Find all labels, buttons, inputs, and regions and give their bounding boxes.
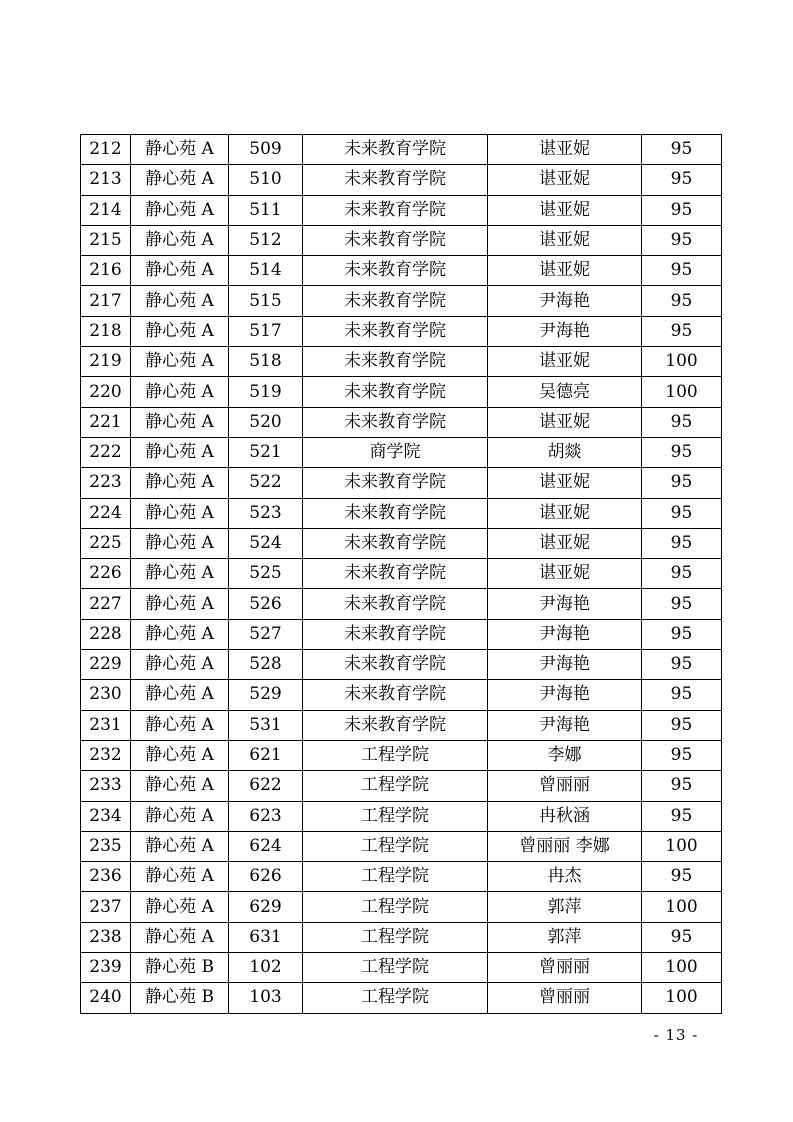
cell-person: 曾丽丽 xyxy=(488,953,642,983)
cell-room: 520 xyxy=(229,407,303,437)
cell-score: 95 xyxy=(642,286,722,316)
cell-score: 95 xyxy=(642,165,722,195)
cell-college: 工程学院 xyxy=(303,862,488,892)
cell-person: 冉秋涵 xyxy=(488,801,642,831)
table-row xyxy=(81,619,722,649)
cell-room: 511 xyxy=(229,195,303,225)
cell-building: 静心苑 A xyxy=(131,862,229,892)
cell-score: 95 xyxy=(642,225,722,255)
cell-room: 526 xyxy=(229,589,303,619)
cell-score: 100 xyxy=(642,347,722,377)
cell-person: 胡燚 xyxy=(488,437,642,467)
cell-score: 95 xyxy=(642,559,722,589)
cell-number: 236 xyxy=(81,862,131,892)
cell-score: 95 xyxy=(642,922,722,952)
cell-number: 229 xyxy=(81,650,131,680)
cell-person: 郭萍 xyxy=(488,892,642,922)
cell-number: 240 xyxy=(81,983,131,1013)
cell-college: 工程学院 xyxy=(303,801,488,831)
cell-building: 静心苑 A xyxy=(131,740,229,770)
table-row xyxy=(81,347,722,377)
cell-college: 未来教育学院 xyxy=(303,377,488,407)
cell-person: 冉杰 xyxy=(488,862,642,892)
cell-score: 95 xyxy=(642,771,722,801)
cell-number: 231 xyxy=(81,710,131,740)
cell-person: 谌亚妮 xyxy=(488,135,642,165)
cell-college: 未来教育学院 xyxy=(303,225,488,255)
cell-room: 621 xyxy=(229,740,303,770)
cell-building: 静心苑 A xyxy=(131,256,229,286)
cell-college: 未来教育学院 xyxy=(303,528,488,558)
cell-person: 尹海艳 xyxy=(488,650,642,680)
table-row xyxy=(81,468,722,498)
cell-score: 95 xyxy=(642,862,722,892)
cell-score: 95 xyxy=(642,589,722,619)
cell-score: 100 xyxy=(642,983,722,1013)
cell-college: 未来教育学院 xyxy=(303,135,488,165)
cell-room: 518 xyxy=(229,347,303,377)
cell-college: 工程学院 xyxy=(303,831,488,861)
table-row xyxy=(81,771,722,801)
cell-score: 95 xyxy=(642,468,722,498)
cell-score: 95 xyxy=(642,619,722,649)
cell-college: 未来教育学院 xyxy=(303,710,488,740)
cell-number: 232 xyxy=(81,740,131,770)
table-row xyxy=(81,710,722,740)
cell-person: 谌亚妮 xyxy=(488,528,642,558)
cell-number: 219 xyxy=(81,347,131,377)
cell-room: 626 xyxy=(229,862,303,892)
cell-college: 未来教育学院 xyxy=(303,498,488,528)
table-row xyxy=(81,862,722,892)
page-number: - 13 - xyxy=(653,1026,699,1044)
cell-room: 102 xyxy=(229,953,303,983)
cell-building: 静心苑 A xyxy=(131,650,229,680)
cell-building: 静心苑 A xyxy=(131,831,229,861)
cell-building: 静心苑 A xyxy=(131,589,229,619)
table-row xyxy=(81,135,722,165)
cell-person: 谌亚妮 xyxy=(488,347,642,377)
cell-score: 95 xyxy=(642,195,722,225)
cell-room: 509 xyxy=(229,135,303,165)
table-row xyxy=(81,165,722,195)
cell-number: 221 xyxy=(81,407,131,437)
cell-building: 静心苑 A xyxy=(131,528,229,558)
table-row xyxy=(81,377,722,407)
cell-building: 静心苑 A xyxy=(131,347,229,377)
cell-number: 233 xyxy=(81,771,131,801)
cell-college: 未来教育学院 xyxy=(303,195,488,225)
cell-room: 525 xyxy=(229,559,303,589)
cell-building: 静心苑 A xyxy=(131,710,229,740)
cell-person: 尹海艳 xyxy=(488,316,642,346)
cell-room: 527 xyxy=(229,619,303,649)
table-row xyxy=(81,953,722,983)
cell-college: 未来教育学院 xyxy=(303,347,488,377)
cell-room: 519 xyxy=(229,377,303,407)
cell-college: 商学院 xyxy=(303,437,488,467)
cell-score: 95 xyxy=(642,740,722,770)
cell-person: 谌亚妮 xyxy=(488,559,642,589)
cell-number: 228 xyxy=(81,619,131,649)
table-row xyxy=(81,316,722,346)
cell-score: 95 xyxy=(642,498,722,528)
cell-person: 曾丽丽 xyxy=(488,771,642,801)
cell-room: 529 xyxy=(229,680,303,710)
cell-room: 517 xyxy=(229,316,303,346)
cell-building: 静心苑 A xyxy=(131,135,229,165)
cell-room: 524 xyxy=(229,528,303,558)
cell-building: 静心苑 A xyxy=(131,316,229,346)
cell-score: 100 xyxy=(642,831,722,861)
cell-number: 218 xyxy=(81,316,131,346)
cell-number: 212 xyxy=(81,135,131,165)
cell-person: 谌亚妮 xyxy=(488,195,642,225)
cell-person: 谌亚妮 xyxy=(488,468,642,498)
cell-number: 224 xyxy=(81,498,131,528)
cell-score: 95 xyxy=(642,801,722,831)
cell-building: 静心苑 A xyxy=(131,407,229,437)
cell-number: 215 xyxy=(81,225,131,255)
cell-person: 李娜 xyxy=(488,740,642,770)
cell-building: 静心苑 B xyxy=(131,983,229,1013)
cell-building: 静心苑 A xyxy=(131,559,229,589)
cell-person: 郭萍 xyxy=(488,922,642,952)
cell-room: 103 xyxy=(229,983,303,1013)
cell-building: 静心苑 A xyxy=(131,286,229,316)
cell-room: 528 xyxy=(229,650,303,680)
cell-person: 谌亚妮 xyxy=(488,165,642,195)
cell-college: 工程学院 xyxy=(303,892,488,922)
cell-score: 95 xyxy=(642,407,722,437)
table-row xyxy=(81,680,722,710)
cell-building: 静心苑 A xyxy=(131,892,229,922)
cell-college: 未来教育学院 xyxy=(303,165,488,195)
cell-number: 225 xyxy=(81,528,131,558)
table-row xyxy=(81,407,722,437)
cell-building: 静心苑 A xyxy=(131,771,229,801)
cell-building: 静心苑 A xyxy=(131,437,229,467)
cell-college: 工程学院 xyxy=(303,983,488,1013)
cell-building: 静心苑 A xyxy=(131,195,229,225)
cell-person: 尹海艳 xyxy=(488,619,642,649)
cell-college: 未来教育学院 xyxy=(303,559,488,589)
cell-number: 216 xyxy=(81,256,131,286)
cell-college: 工程学院 xyxy=(303,922,488,952)
cell-building: 静心苑 A xyxy=(131,165,229,195)
cell-score: 95 xyxy=(642,256,722,286)
cell-building: 静心苑 A xyxy=(131,498,229,528)
cell-number: 227 xyxy=(81,589,131,619)
table-row xyxy=(81,650,722,680)
cell-building: 静心苑 A xyxy=(131,680,229,710)
cell-room: 631 xyxy=(229,922,303,952)
cell-score: 95 xyxy=(642,316,722,346)
cell-number: 235 xyxy=(81,831,131,861)
cell-person: 吴德亮 xyxy=(488,377,642,407)
cell-room: 623 xyxy=(229,801,303,831)
cell-number: 226 xyxy=(81,559,131,589)
cell-college: 工程学院 xyxy=(303,771,488,801)
table-row xyxy=(81,922,722,952)
cell-building: 静心苑 A xyxy=(131,468,229,498)
table-row xyxy=(81,195,722,225)
cell-room: 514 xyxy=(229,256,303,286)
cell-college: 未来教育学院 xyxy=(303,407,488,437)
table-row xyxy=(81,589,722,619)
cell-score: 95 xyxy=(642,437,722,467)
cell-college: 未来教育学院 xyxy=(303,650,488,680)
cell-room: 523 xyxy=(229,498,303,528)
cell-score: 95 xyxy=(642,710,722,740)
cell-person: 尹海艳 xyxy=(488,286,642,316)
cell-building: 静心苑 A xyxy=(131,225,229,255)
table-row xyxy=(81,559,722,589)
cell-building: 静心苑 B xyxy=(131,953,229,983)
cell-score: 95 xyxy=(642,135,722,165)
cell-building: 静心苑 A xyxy=(131,619,229,649)
cell-room: 512 xyxy=(229,225,303,255)
cell-number: 214 xyxy=(81,195,131,225)
cell-college: 未来教育学院 xyxy=(303,286,488,316)
cell-score: 100 xyxy=(642,892,722,922)
cell-room: 622 xyxy=(229,771,303,801)
table-row xyxy=(81,801,722,831)
table-row xyxy=(81,528,722,558)
cell-number: 239 xyxy=(81,953,131,983)
cell-number: 222 xyxy=(81,437,131,467)
cell-college: 工程学院 xyxy=(303,953,488,983)
cell-number: 213 xyxy=(81,165,131,195)
cell-score: 95 xyxy=(642,528,722,558)
cell-building: 静心苑 A xyxy=(131,801,229,831)
cell-score: 95 xyxy=(642,650,722,680)
table-row xyxy=(81,740,722,770)
table-row xyxy=(81,286,722,316)
cell-person: 曾丽丽 李娜 xyxy=(488,831,642,861)
cell-college: 未来教育学院 xyxy=(303,589,488,619)
cell-score: 100 xyxy=(642,377,722,407)
cell-room: 510 xyxy=(229,165,303,195)
cell-person: 尹海艳 xyxy=(488,680,642,710)
cell-college: 未来教育学院 xyxy=(303,680,488,710)
table-row xyxy=(81,256,722,286)
table-row xyxy=(81,983,722,1013)
cell-number: 223 xyxy=(81,468,131,498)
cell-room: 515 xyxy=(229,286,303,316)
table-row xyxy=(81,831,722,861)
cell-person: 尹海艳 xyxy=(488,710,642,740)
cell-person: 谌亚妮 xyxy=(488,498,642,528)
cell-college: 未来教育学院 xyxy=(303,256,488,286)
cell-person: 谌亚妮 xyxy=(488,225,642,255)
table-body xyxy=(81,135,722,1014)
cell-number: 234 xyxy=(81,801,131,831)
cell-college: 工程学院 xyxy=(303,740,488,770)
cell-person: 尹海艳 xyxy=(488,589,642,619)
cell-person: 曾丽丽 xyxy=(488,983,642,1013)
cell-college: 未来教育学院 xyxy=(303,468,488,498)
table-row xyxy=(81,892,722,922)
dormitory-score-table xyxy=(80,134,722,1014)
cell-room: 531 xyxy=(229,710,303,740)
table-row xyxy=(81,498,722,528)
cell-score: 95 xyxy=(642,680,722,710)
cell-number: 230 xyxy=(81,680,131,710)
cell-building: 静心苑 A xyxy=(131,377,229,407)
cell-room: 629 xyxy=(229,892,303,922)
cell-college: 未来教育学院 xyxy=(303,316,488,346)
cell-college: 未来教育学院 xyxy=(303,619,488,649)
cell-room: 522 xyxy=(229,468,303,498)
cell-score: 100 xyxy=(642,953,722,983)
cell-number: 238 xyxy=(81,922,131,952)
cell-room: 624 xyxy=(229,831,303,861)
cell-number: 237 xyxy=(81,892,131,922)
cell-person: 谌亚妮 xyxy=(488,256,642,286)
cell-room: 521 xyxy=(229,437,303,467)
cell-person: 谌亚妮 xyxy=(488,407,642,437)
table-row xyxy=(81,225,722,255)
cell-number: 220 xyxy=(81,377,131,407)
cell-building: 静心苑 A xyxy=(131,922,229,952)
table-row xyxy=(81,437,722,467)
cell-number: 217 xyxy=(81,286,131,316)
